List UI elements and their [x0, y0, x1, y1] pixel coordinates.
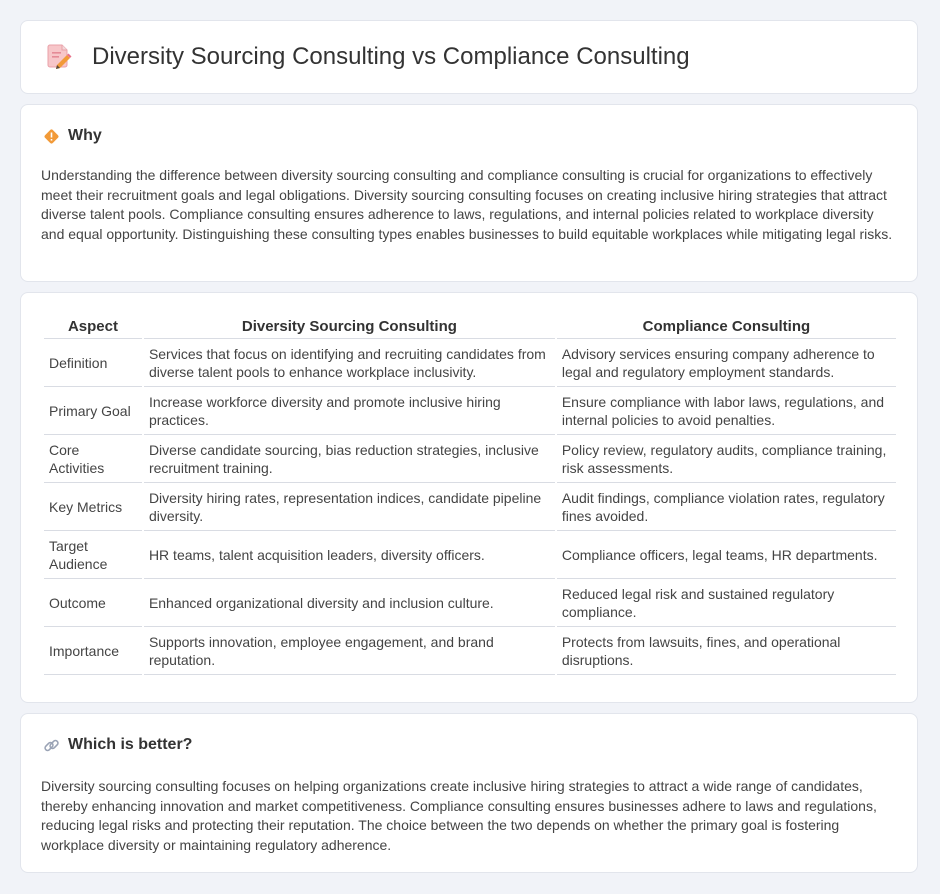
document-pencil-icon [46, 43, 72, 71]
header-aspect: Aspect [44, 314, 142, 339]
cell-compliance: Compliance officers, legal teams, HR departments. [557, 531, 896, 579]
better-text: Diversity sourcing consulting focuses on helping organizations create inclusive hiring strategies to attract a wide range of candidates, thereby enhancing innovation and market competitiveness. Compliance consulting ensures businesses adhere to laws and regulations, reducing legal risks and protecting their reputation. The choice between the two depends on whether the primary goal is fostering workplace diversity or maintaining regulatory adherence. [41, 778, 877, 853]
cell-diversity: Increase workforce diversity and promote inclusive hiring practices. [144, 387, 555, 435]
cell-compliance: Ensure compliance with labor laws, regulations, and internal policies to avoid penalties. [557, 387, 896, 435]
comparison-table [42, 314, 898, 675]
cell-compliance: Policy review, regulatory audits, compliance training, risk assessments. [557, 435, 896, 483]
cell-aspect: Core Activities [44, 435, 142, 483]
why-text: Understanding the difference between diversity sourcing consulting and compliance consulting is crucial for organizations to effectively meet their recruitment goals and legal obligations. Diversity sourcing consulting focuses on creating inclusive hiring strategies that attract diverse talent pools. Compliance consulting ensures adherence to laws, regulations, and internal policies related to workplace diversity and equal opportunity. Distinguishing these consulting types enables businesses to build equitable workplaces while mitigating legal risks. [41, 167, 893, 242]
cell-diversity: HR teams, talent acquisition leaders, diversity officers. [144, 531, 555, 579]
why-heading-row [43, 127, 102, 145]
table-row [44, 339, 896, 387]
cell-aspect: Target Audience [44, 531, 142, 579]
cell-diversity: Diversity hiring rates, representation indices, candidate pipeline diversity. [144, 483, 555, 531]
table-row [44, 435, 896, 483]
table-header-row [44, 314, 896, 339]
table-row [44, 579, 896, 627]
header-diversity: Diversity Sourcing Consulting [144, 314, 555, 339]
better-heading-row [43, 736, 192, 754]
cell-compliance: Advisory services ensuring company adherence to legal and regulatory employment standards. [557, 339, 896, 387]
link-icon [43, 737, 60, 754]
cell-compliance: Protects from lawsuits, fines, and operational disruptions. [557, 627, 896, 675]
header-card [20, 20, 918, 94]
table-row [44, 531, 896, 579]
why-heading: Why [68, 127, 102, 144]
why-card [20, 104, 918, 282]
cell-diversity: Supports innovation, employee engagement, and brand reputation. [144, 627, 555, 675]
cell-compliance: Reduced legal risk and sustained regulatory compliance. [557, 579, 896, 627]
title-row [46, 43, 690, 71]
cell-compliance: Audit findings, compliance violation rates, regulatory fines avoided. [557, 483, 896, 531]
table-card [20, 292, 918, 703]
diamond-warning-icon [43, 128, 60, 145]
cell-diversity: Services that focus on identifying and recruiting candidates from diverse talent pools to enhance workplace inclusivity. [144, 339, 555, 387]
cell-aspect: Definition [44, 339, 142, 387]
table-row [44, 387, 896, 435]
header-compliance: Compliance Consulting [557, 314, 896, 339]
cell-aspect: Key Metrics [44, 483, 142, 531]
cell-aspect: Outcome [44, 579, 142, 627]
cell-diversity: Enhanced organizational diversity and inclusion culture. [144, 579, 555, 627]
better-card [20, 713, 918, 873]
table-row [44, 627, 896, 675]
table-row [44, 483, 896, 531]
page-title: Diversity Sourcing Consulting vs Compliance Consulting [92, 43, 690, 70]
better-heading: Which is better? [68, 736, 193, 753]
cell-diversity: Diverse candidate sourcing, bias reduction strategies, inclusive recruitment training. [144, 435, 555, 483]
cell-aspect: Primary Goal [44, 387, 142, 435]
cell-aspect: Importance [44, 627, 142, 675]
